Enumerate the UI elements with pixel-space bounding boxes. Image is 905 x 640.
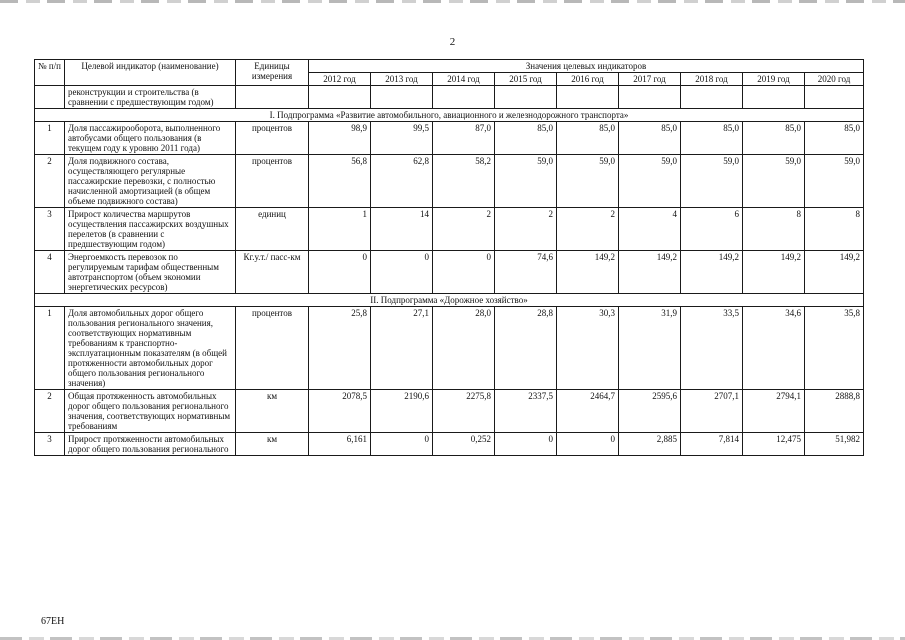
value-cell: 87,0 xyxy=(433,122,495,155)
table-row xyxy=(35,390,864,433)
row-number: 1 xyxy=(35,122,65,155)
unit-cell: км xyxy=(236,390,309,433)
unit-cell: процентов xyxy=(236,307,309,390)
indicator-name: Доля автомобильных дорог общего пользования регионального значения, соответствующих нормативным требованиям к транспортно-эксплуатационным показателям (в общей протяженности автомобильных дорог общего пользования регионального значения) xyxy=(65,307,236,390)
year-header: 2019 год xyxy=(743,73,805,86)
row-number: 3 xyxy=(35,208,65,251)
value-cell: 35,8 xyxy=(805,307,864,390)
value-cell: 59,0 xyxy=(805,155,864,208)
value-cell: 33,5 xyxy=(681,307,743,390)
value-cell: 2275,8 xyxy=(433,390,495,433)
unit-cell: единиц xyxy=(236,208,309,251)
value-cell: 2794,1 xyxy=(743,390,805,433)
value-cell: 0 xyxy=(433,251,495,294)
value-cell: 1 xyxy=(309,208,371,251)
value-cell: 149,2 xyxy=(619,251,681,294)
value-cell: 12,475 xyxy=(743,433,805,456)
value-cell: 98,9 xyxy=(309,122,371,155)
value-cell: 2707,1 xyxy=(681,390,743,433)
value-cell: 0 xyxy=(371,433,433,456)
value-cell: 74,6 xyxy=(495,251,557,294)
table-row xyxy=(35,251,864,294)
section-header-row xyxy=(35,294,864,307)
value-cell: 2 xyxy=(495,208,557,251)
indicator-name: Доля подвижного состава, осуществляющего регулярные пассажирские перевозки, с полностью начисленной амортизацией (в общем объеме подвижного состава) xyxy=(65,155,236,208)
table-row xyxy=(35,307,864,390)
scan-edge-top xyxy=(0,0,905,3)
year-header: 2020 год xyxy=(805,73,864,86)
value-cell: 62,8 xyxy=(371,155,433,208)
value-cell: 2078,5 xyxy=(309,390,371,433)
indicator-name: Общая протяженность автомобильных дорог общего пользования регионального значения, соответствующих нормативным требованиям xyxy=(65,390,236,433)
value-cell: 59,0 xyxy=(681,155,743,208)
value-cell: 6 xyxy=(681,208,743,251)
section-header-row xyxy=(35,109,864,122)
year-header: 2013 год xyxy=(371,73,433,86)
row-number: 1 xyxy=(35,307,65,390)
footer-code: 67ЕН xyxy=(41,616,65,627)
value-cell: 58,2 xyxy=(433,155,495,208)
col-no-header: № п/п xyxy=(35,60,65,86)
year-header: 2014 год xyxy=(433,73,495,86)
row-number: 2 xyxy=(35,390,65,433)
value-cell: 85,0 xyxy=(743,122,805,155)
row-number: 4 xyxy=(35,251,65,294)
table-row xyxy=(35,155,864,208)
value-cell: 0 xyxy=(495,433,557,456)
unit-cell: процентов xyxy=(236,155,309,208)
value-cell: 0 xyxy=(557,433,619,456)
year-header: 2012 год xyxy=(309,73,371,86)
value-cell: 2 xyxy=(557,208,619,251)
value-cell: 149,2 xyxy=(805,251,864,294)
year-header: 2018 год xyxy=(681,73,743,86)
value-cell: 8 xyxy=(743,208,805,251)
row-number: 2 xyxy=(35,155,65,208)
year-header: 2015 год xyxy=(495,73,557,86)
table-row xyxy=(35,122,864,155)
col-unit-header: Единицы измерения xyxy=(236,60,309,86)
value-cell: 27,1 xyxy=(371,307,433,390)
continuation-row xyxy=(35,86,864,109)
indicator-name: Доля пассажирооборота, выполненного автобусами общего пользования (в текущем году к уровню 2011 года) xyxy=(65,122,236,155)
table-row xyxy=(35,208,864,251)
value-cell: 0,252 xyxy=(433,433,495,456)
col-values-header: Значения целевых индикаторов xyxy=(309,60,864,73)
value-cell: 149,2 xyxy=(681,251,743,294)
value-cell: 28,8 xyxy=(495,307,557,390)
value-cell: 28,0 xyxy=(433,307,495,390)
value-cell: 2 xyxy=(433,208,495,251)
unit-cell: Кг.у.т./ пасс-км xyxy=(236,251,309,294)
page-number: 2 xyxy=(449,36,456,48)
value-cell: 0 xyxy=(371,251,433,294)
value-cell: 2337,5 xyxy=(495,390,557,433)
value-cell: 59,0 xyxy=(557,155,619,208)
year-header: 2017 год xyxy=(619,73,681,86)
value-cell: 56,8 xyxy=(309,155,371,208)
value-cell: 6,161 xyxy=(309,433,371,456)
value-cell: 149,2 xyxy=(743,251,805,294)
section-title: II. Подпрограмма «Дорожное хозяйство» xyxy=(35,294,864,307)
section-title: I. Подпрограмма «Развитие автомобильного, авиационного и железнодорожного транспорта» xyxy=(35,109,864,122)
indicator-name: Прирост количества маршрутов осуществления пассажирских воздушных перелетов (в сравнении с предшествующим годом) xyxy=(65,208,236,251)
value-cell: 2888,8 xyxy=(805,390,864,433)
value-cell: 31,9 xyxy=(619,307,681,390)
value-cell: 34,6 xyxy=(743,307,805,390)
row-number: 3 xyxy=(35,433,65,456)
indicators-table xyxy=(34,59,864,456)
value-cell: 2,885 xyxy=(619,433,681,456)
value-cell: 85,0 xyxy=(557,122,619,155)
value-cell: 8 xyxy=(805,208,864,251)
value-cell: 7,814 xyxy=(681,433,743,456)
value-cell: 30,3 xyxy=(557,307,619,390)
table-header xyxy=(35,60,864,86)
value-cell: 85,0 xyxy=(805,122,864,155)
value-cell: 59,0 xyxy=(495,155,557,208)
col-indicator-header: Целевой индикатор (наименование) xyxy=(65,60,236,86)
value-cell: 2190,6 xyxy=(371,390,433,433)
value-cell: 99,5 xyxy=(371,122,433,155)
unit-cell: процентов xyxy=(236,122,309,155)
table-row xyxy=(35,433,864,456)
value-cell: 59,0 xyxy=(743,155,805,208)
value-cell: 85,0 xyxy=(619,122,681,155)
value-cell: 2464,7 xyxy=(557,390,619,433)
year-header: 2016 год xyxy=(557,73,619,86)
value-cell: 0 xyxy=(309,251,371,294)
value-cell: 51,982 xyxy=(805,433,864,456)
value-cell: 59,0 xyxy=(619,155,681,208)
value-cell: 4 xyxy=(619,208,681,251)
value-cell: 85,0 xyxy=(495,122,557,155)
value-cell: 25,8 xyxy=(309,307,371,390)
continuation-text: реконструкции и строительства (в сравнении с предшествующим годом) xyxy=(65,86,236,109)
indicator-name: Прирост протяженности автомобильных дорог общего пользования регионального xyxy=(65,433,236,456)
value-cell: 14 xyxy=(371,208,433,251)
value-cell: 149,2 xyxy=(557,251,619,294)
indicator-name: Энергоемкость перевозок по регулируемым тарифам общественным автотранспортом (объем экономии энергетических ресурсов) xyxy=(65,251,236,294)
unit-cell: км xyxy=(236,433,309,456)
value-cell: 85,0 xyxy=(681,122,743,155)
value-cell: 2595,6 xyxy=(619,390,681,433)
